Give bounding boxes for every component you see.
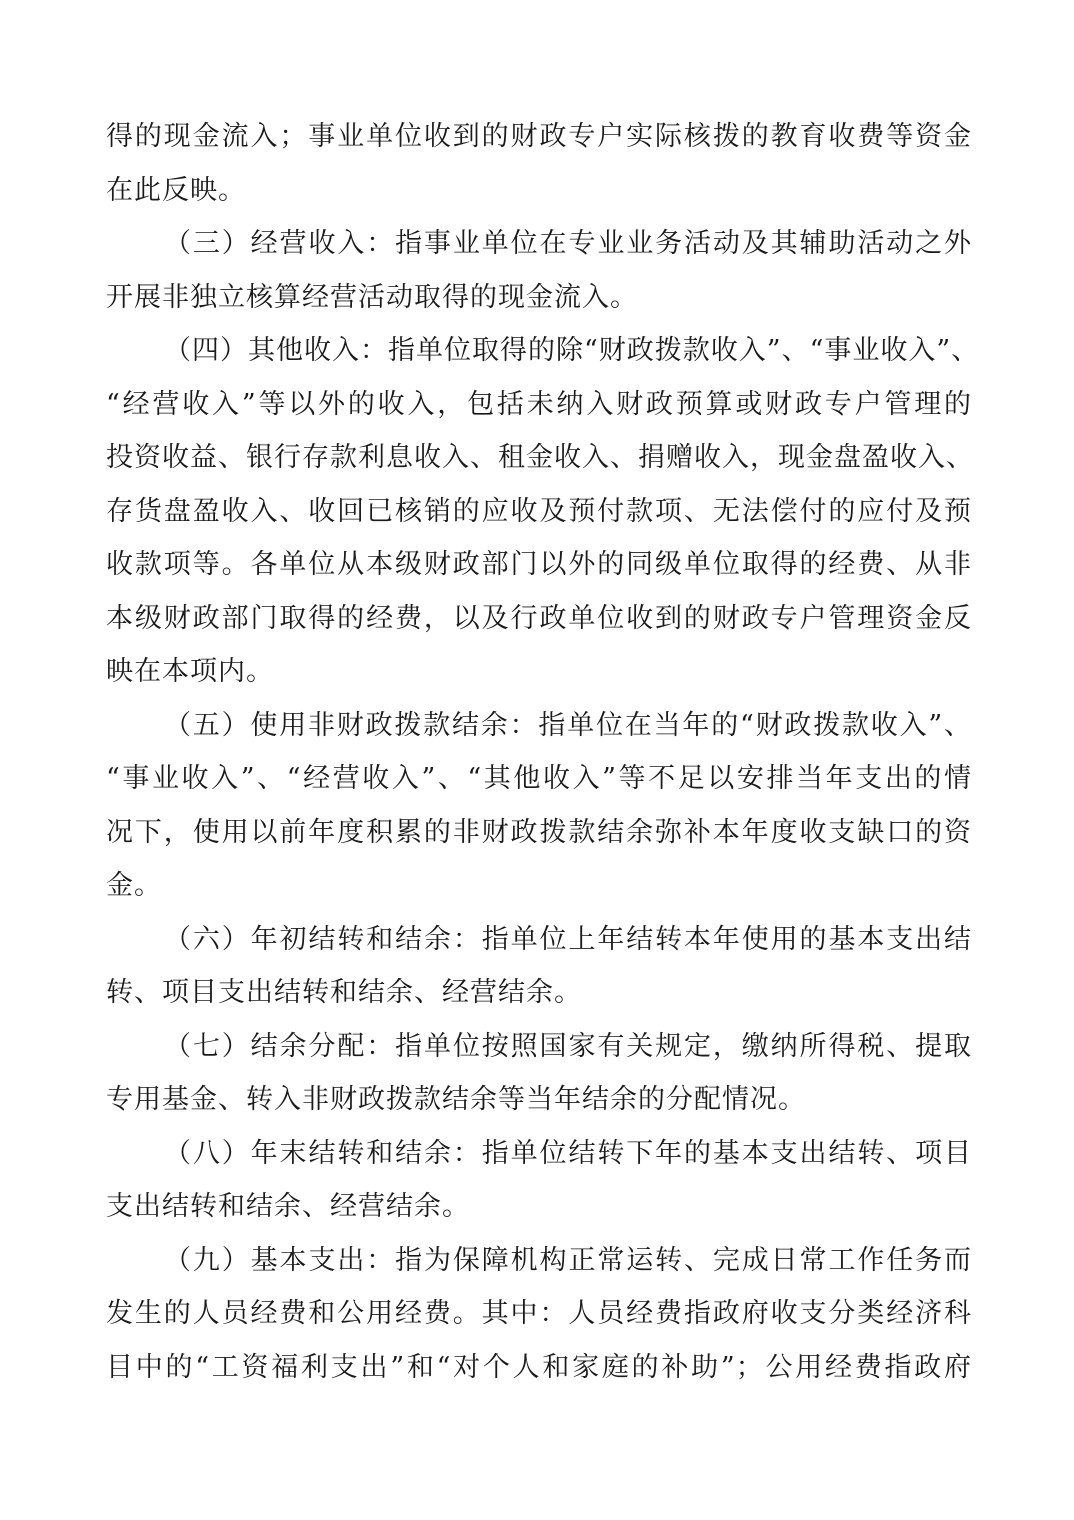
text-line: （三）经营收入：指事业单位在专业业务活动及其辅助活动之外 [164,228,972,259]
text-line: “经营收入”等以外的收入，包括未纳入财政预算或财政专户管理的 [106,388,972,420]
text-line: 得的现金流入；事业单位收到的财政专户实际核拨的教育收费等资金 [106,121,972,152]
text-line: 况下，使用以前年度积累的非财政拨款结余弥补本年度收支缺口的资 [106,816,972,848]
text-line: （九）基本支出：指为保障机构正常运转、完成日常工作任务而 [164,1244,972,1276]
text-line: （五）使用非财政拨款结余：指单位在当年的“财政拨款收入”、 [164,709,972,741]
text-line: 收款项等。各单位从本级财政部门以外的同级单位取得的经费、从非 [106,549,972,580]
text-line: （六）年初结转和结余：指单位上年结转本年使用的基本支出结 [164,923,972,955]
text-line: 开展非独立核算经营活动取得的现金流入。 [106,281,638,313]
paragraph [106,110,972,217]
document-page [106,110,980,1394]
text-line: 存货盘盈收入、收回已核销的应收及预付款项、无法偿付的应付及预 [106,495,972,527]
text-line: 发生的人员经费和公用经费。其中：人员经费指政府收支分类经济科 [106,1298,972,1329]
text-line: 目中的“工资福利支出”和“对个人和家庭的补助”；公用经费指政府 [106,1351,972,1383]
text-line: （七）结余分配：指单位按照国家有关规定，缴纳所得税、提取 [164,1030,972,1062]
text-line: 支出结转和结余、经营结余。 [106,1191,470,1222]
text-line: 投资收益、银行存款利息收入、租金收入、捐赠收入，现金盘盈收入、 [106,442,974,473]
text-line: 本级财政部门取得的经费，以及行政单位收到的财政专户管理资金反 [106,602,972,634]
text-line: （四）其他收入：指单位取得的除“财政拨款收入”、“事业收入”、 [164,335,980,366]
paragraph [106,699,972,913]
text-line: “事业收入”、“经营收入”、“其他收入”等不足以安排当年支出的情 [106,763,972,794]
paragraph [106,913,972,1020]
paragraph [106,217,972,324]
text-line: 在此反映。 [106,174,246,206]
text-line: 金。 [106,870,162,901]
text-line: 专用基金、转入非财政拨款结余等当年结余的分配情况。 [106,1084,806,1115]
paragraph [106,324,980,699]
paragraph [106,1020,972,1127]
text-line: 转、项目支出结转和结余、经营结余。 [106,977,582,1008]
text-line: 映在本项内。 [106,656,274,687]
text-line: （八）年末结转和结余：指单位结转下年的基本支出结转、项目 [164,1137,972,1169]
paragraph [106,1127,972,1234]
paragraph [106,1234,972,1395]
